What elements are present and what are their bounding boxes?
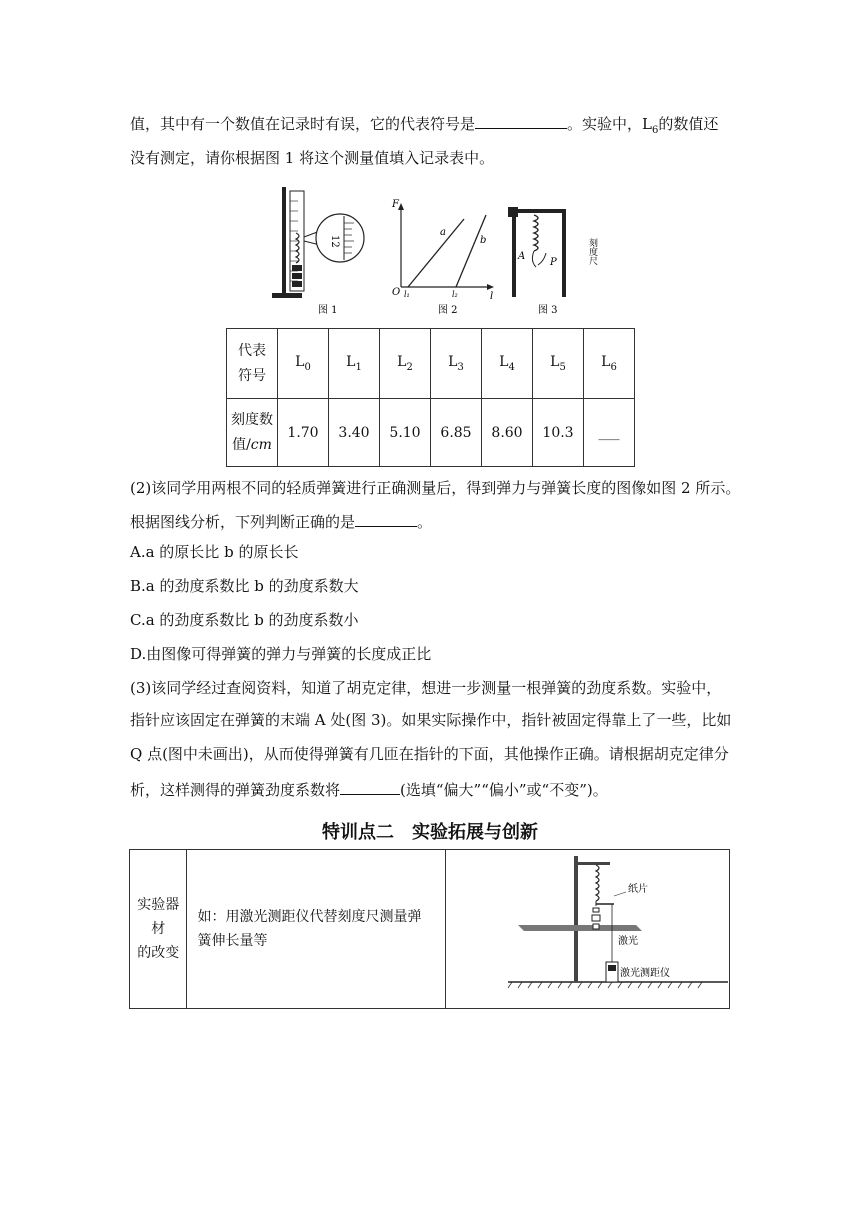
fig2-label-l2: l₂ [452, 290, 458, 299]
table-row-values [227, 399, 635, 467]
extension-table [129, 849, 730, 1009]
fig2-axis-F: F [392, 199, 399, 210]
table-cell [431, 329, 482, 399]
table-top [518, 925, 642, 931]
table-cell [278, 329, 329, 399]
header-text: 值/ [232, 436, 251, 453]
fig3-caption: 图 3 [538, 305, 558, 316]
ext-figure-cell [445, 850, 729, 1009]
fig2-label-b: b [480, 235, 487, 246]
symbol-sub: 3 [457, 361, 464, 373]
fig2-line-b [456, 215, 486, 287]
label-paper: 纸片 [627, 884, 648, 895]
header-unit: cm [250, 436, 272, 453]
ext-description-line: 如：用激光测距仪代替刻度尺测量弹 [197, 909, 422, 925]
symbol-sub: 6 [610, 361, 617, 373]
ground-hatch [508, 982, 702, 988]
q1-line1 [130, 112, 735, 141]
fig2-axis-l: l [490, 291, 494, 302]
table-cell [533, 329, 584, 399]
q3-line1: (3)该同学经过查阅资料，知道了胡克定律，想进一步测量一根弹簧的劲度系数。实验中， [130, 679, 722, 697]
q1-line2: 没有测定，请你根据图 1 将这个测量值填入记录表中。 [130, 149, 495, 167]
q2-text-a: 根据图线分析，下列判断正确的是 [130, 513, 356, 531]
fig1-stand-pole [282, 187, 286, 295]
table-cell [380, 329, 431, 399]
table-header-symbol [227, 329, 278, 399]
fig3-ruler [562, 209, 566, 297]
q2-option-c: C.a 的劲度系数比 b 的劲度系数小 [130, 611, 359, 629]
ext-description-line: 簧伸长量等 [197, 933, 268, 949]
fig2-origin: O [392, 287, 401, 298]
ext-category-cell [130, 850, 187, 1009]
laser-setup-figure [446, 850, 729, 1008]
table-cell: 5.10 [380, 399, 431, 467]
answer-blank-1[interactable] [475, 112, 567, 129]
q1-text-b: 。实验中， [567, 115, 643, 133]
table-cell: 8.60 [482, 399, 533, 467]
figure-3 [508, 207, 598, 316]
q1-text-c: 的数值还 [658, 115, 719, 133]
fig3-left-post [512, 211, 516, 297]
symbol-sub: 4 [508, 361, 515, 373]
symbol: L [448, 354, 458, 371]
table-cell: 6.85 [431, 399, 482, 467]
q2-option-d: D.由图像可得弹簧的弹力与弹簧的长度成正比 [130, 645, 432, 663]
table-cell: 1.70 [278, 399, 329, 467]
ext-category-line: 实验器 [137, 897, 180, 913]
q2-option-b: B.a 的劲度系数比 b 的劲度系数大 [130, 577, 359, 595]
fig1-scale-label: 12 [329, 235, 340, 248]
record-table [226, 328, 635, 467]
answer-blank-2[interactable] [355, 510, 417, 527]
ext-category-line: 的改变 [137, 945, 180, 961]
fig2-line-a [408, 219, 464, 287]
symbol: L [397, 354, 407, 371]
header-line: 符号 [238, 367, 266, 384]
ext-category-line: 材 [151, 921, 166, 937]
q1-text-a: 值，其中有一个数值在记录时有误，它的代表符号是 [130, 115, 476, 133]
header-line: 代表 [238, 342, 266, 359]
header-line [227, 433, 277, 458]
table-cell [329, 329, 380, 399]
table-cell [584, 329, 635, 399]
q3-line4 [130, 778, 735, 800]
symbol: L [550, 354, 560, 371]
q2-option-a: A.a 的原长比 b 的原长长 [130, 543, 299, 561]
q2-text-b: 。 [417, 513, 433, 531]
fig3-spring [534, 215, 538, 251]
answer-blank-3[interactable] [340, 778, 400, 795]
fig2-caption: 图 2 [438, 305, 458, 316]
label-laser: 激光 [617, 936, 638, 947]
fig1-caption: 图 1 [318, 305, 338, 316]
table-row [130, 850, 730, 1009]
fig1-weight [292, 265, 302, 271]
spring [596, 865, 599, 901]
q2-line2 [130, 510, 735, 532]
symbol-sub: 1 [355, 361, 362, 373]
table-cell: 3.40 [329, 399, 380, 467]
header-line: 刻度数 [231, 411, 273, 428]
fig3-ruler-label [570, 237, 598, 266]
fig3-label-P: P [550, 257, 557, 268]
symbol: L [346, 354, 356, 371]
q3-line3: Q 点(图中未画出)，从而使得弹簧有几匝在指针的下面，其他操作正确。请根据胡克定律分 [130, 745, 729, 763]
q3-text-a: 析，这样测得的弹簧劲度系数将 [130, 781, 341, 799]
q2-line1: (2)该同学用两根不同的轻质弹簧进行正确测量后，得到弹力与弹簧长度的图像如图 2 所示。 [130, 479, 741, 497]
stand-pole [574, 856, 578, 982]
table-row-symbols [227, 329, 635, 399]
figures-1-3 [268, 185, 598, 320]
table-cell [482, 329, 533, 399]
symbol-sub: 5 [559, 361, 566, 373]
symbol: L [295, 354, 305, 371]
ext-description-cell [187, 850, 446, 1009]
table-cell-blank[interactable]: ___ [584, 399, 635, 467]
table-header-value [227, 399, 278, 467]
q3-text-b: (选填“偏大”“偏小”或“不变”)。 [400, 781, 608, 799]
symbol: L [499, 354, 509, 371]
q1-symbol: L [642, 115, 652, 133]
fig2-label-a: a [440, 227, 446, 238]
fig3-label-A: A [518, 251, 526, 262]
table-cell: 10.3 [533, 399, 584, 467]
stand-arm [574, 862, 610, 865]
figure-2 [391, 199, 494, 316]
q3-line2: 指针应该固定在弹簧的末端 A 处(图 3)。如果实际操作中，指针被固定得靠上了一些，比如 [130, 711, 732, 729]
fig1-stand-base [272, 293, 302, 298]
figure-1 [272, 187, 364, 316]
q1-symbol-sub: 6 [652, 125, 659, 136]
fig2-label-l1: l₁ [404, 290, 410, 299]
label-device: 激光测距仪 [619, 968, 670, 979]
fig3-top-bar [512, 209, 566, 213]
symbol-sub: 2 [406, 361, 413, 373]
symbol: L [601, 354, 611, 371]
fig3-ruler-text: 刻度尺 [570, 238, 597, 248]
symbol-sub: 0 [304, 361, 311, 373]
section-title: 特训点二 实验拓展与创新 [322, 822, 538, 843]
